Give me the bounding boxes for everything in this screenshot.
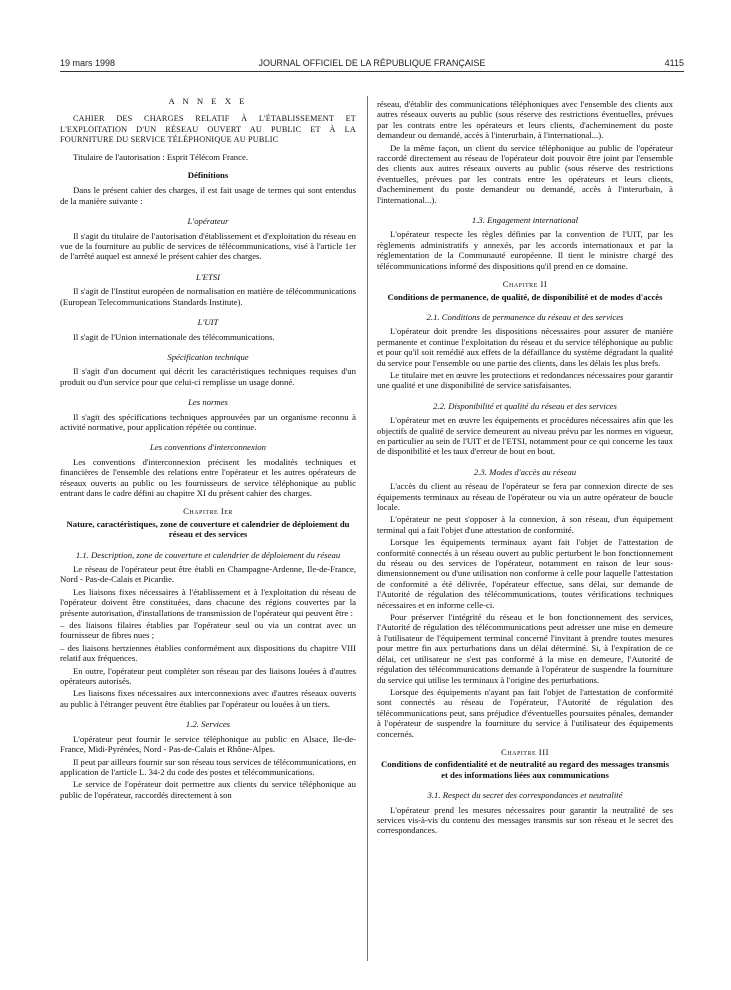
specification-text: Il s'agit d'un document qui décrit les caractéristiques techniques requises d'un produit ou d'un service pour que celui-ci remplisse un usage donné.	[60, 366, 356, 387]
definitions-heading: Définitions	[187, 170, 229, 181]
cahier-title: CAHIER DES CHARGES RELATIF À L'ÉTABLISSEMENT ET L'EXPLOITATION D'UN RÉSEAU OUVERT AU PUBLIC ET À LA FOURNITURE DU SERVICE TÉLÉPHONIQUE AU PUBLIC	[60, 114, 356, 145]
chapter-2-label: Chapitre II	[502, 279, 548, 290]
column-divider	[367, 96, 368, 961]
uit-text: Il s'agit de l'Union internationale des télécommunications.	[73, 331, 275, 342]
section-2-3-p5: Lorsque des équipements n'ayant pas fait l'objet de l'attestation de conformité sont connectés au réseau de l'opérateur, l'Autorité de régulation des télécommunications peut, sans préjudice d'éventuelles poursuites pénales, demander à l'opérateur de suspendre la fourniture du service à l'utilisateur des équipements concernés.	[377, 686, 673, 739]
section-1-2-p1: L'opérateur peut fournir le service téléphonique au public en Alsace, Ile-de-France, Midi-Pyrénées, Nord - Pas-de-Calais et Rhône-Alpes.	[60, 733, 356, 755]
header-page-number: 4115	[664, 58, 684, 68]
page-header	[60, 58, 684, 72]
etsi-heading: L'ETSI	[195, 271, 221, 282]
section-2-3-p2: L'opérateur ne peut s'opposer à la connexion, à son réseau, d'un équipement terminal qui a fait l'objet d'une attestation de conformité.	[377, 514, 673, 535]
header-journal: JOURNAL OFFICIEL DE LA RÉPUBLIQUE FRANÇAISE	[258, 58, 486, 68]
section-1-1-p3: – des liaisons filaires établies par l'opérateur seul ou via un contrat avec un fournisseur de fibres nues ;	[60, 620, 356, 641]
chapter-3-label: Chapitre III	[501, 746, 549, 757]
section-2-1-heading: 2.1. Conditions de permanence du réseau et des services	[426, 311, 624, 322]
header-rule	[60, 71, 684, 72]
section-2-3-p4: Pour préserver l'intégrité du réseau et le bon fonctionnement des services, l'Autorité de régulation des télécommunications peut adresser une mise en demeure à l'utilisateur de l'équipement terminal concerné l'invitant à prendre toutes mesures pour mettre fin aux perturbations dans un délai déterminé. Si, à l'expiration de ce délai, cet utilisateur ne s'est pas conformé à la mise en demeure, l'Autorité de régulation des télécommunications demande à l'opérateur de suspendre la fourniture du service qui utilise les terminaux à l'origine des perturbations.	[377, 612, 673, 685]
conventions-text: Les conventions d'interconnexion précisent les modalités techniques et financières de l'ensemble des relations entre l'opérateur et les autres opérateurs de réseaux ouverts au public ou les fournisseurs de service téléphonique au public entrant dans le cadre défini au chapitre XI du présent cahier des charges.	[60, 456, 356, 498]
normes-text: Il s'agit des spécifications techniques approuvées par un organisme reconnu à activité normative, pour application répétée ou continue.	[60, 411, 356, 432]
operateur-text: Il s'agit du titulaire de l'autorisation d'établissement et d'exploitation du réseau en vue de la fourniture au public de services de télécommunications, visé à l'article 1er de l'arrêté auquel est annexé le présent cahier des charges.	[60, 230, 356, 262]
chapter-1-label: Chapitre Ier	[183, 506, 233, 517]
header-date: 19 mars 1998	[60, 58, 116, 68]
section-3-1-text: L'opérateur prend les mesures nécessaires pour garantir la neutralité de ses services vis-à-vis du contenu des messages transmis sur son réseau et le secret des correspondances.	[377, 804, 673, 836]
section-1-2-p3: Le service de l'opérateur doit permettre aux clients du service téléphonique au public de l'opérateur, raccordés directement à son	[60, 779, 356, 800]
titulaire: Titulaire de l'autorisation : Esprit Télécom France.	[73, 151, 249, 162]
chapter-2-title: Conditions de permanence, de qualité, de disponibilité et de modes d'accès	[387, 291, 663, 302]
section-1-3-heading: 1.3. Engagement international	[471, 215, 579, 226]
uit-heading: L'UIT	[197, 317, 219, 328]
etsi-text: Il s'agit de l'Institut européen de normalisation en matière de télécommunications (European Telecommunications Standards Institute).	[60, 286, 356, 307]
conventions-heading: Les conventions d'interconnexion	[150, 442, 266, 453]
section-2-2-heading: 2.2. Disponibilité et qualité du réseau et des services	[433, 400, 617, 411]
section-2-1-p2: Le titulaire met en œuvre les protections et redondances nécessaires pour garantir une qualité et une disponibilité de service satisfaisantes.	[377, 369, 673, 391]
section-1-3-text: L'opérateur respecte les règles définies par la convention de l'UIT, par les règlements administratifs y annexés, par les accords internationaux et par la réglementation de la Communauté européenne. Il tient le ministre chargé des télécommunications informé des dispositions qu'il prend en ce domaine.	[377, 229, 673, 271]
section-1-1-p5: En outre, l'opérateur peut compléter son réseau par des liaisons louées à d'autres opérateurs autorisés.	[60, 665, 356, 687]
section-1-1-p1: Le réseau de l'opérateur peut être établi en Champagne-Ardenne, Ile-de-France, Nord - Pas-de-Calais et Picardie.	[60, 564, 356, 585]
right-column	[377, 99, 673, 838]
chapter-3-title: Conditions de confidentialité et de neutralité au regard des messages transmis et des informations liées aux communications	[381, 759, 669, 780]
right-p1: réseau, d'établir des communications téléphoniques avec l'ensemble des clients aux autres réseaux ouverts au public (sous réserve des restrictions éventuelles, prévues par les contrats entre les opérateurs et leurs clients, d'acheminement du poste demandeur ou demandé, accès à l'interurbain, à l'international...).	[377, 99, 673, 141]
right-p2: De la même façon, un client du service téléphonique au public de l'opérateur raccordé directement au réseau de l'opérateur doit pouvoir être joint par l'ensemble des clients aux autres réseaux ouverts au public (sous réserve des restrictions éventuelles, prévues par les contrats entre les opérateurs et leurs clients, d'acheminement du poste demandeur ou demandé, accès à l'interurbain, à l'international...).	[377, 142, 673, 205]
section-3-1-heading: 3.1. Respect du secret des correspondances et neutralité	[427, 790, 623, 801]
specification-heading: Spécification technique	[167, 351, 249, 362]
section-1-1-p4: – des liaisons hertziennes établies conformément aux dispositions du chapitre VIII relatif aux fréquences.	[60, 642, 356, 664]
definitions-intro: Dans le présent cahier des charges, il est fait usage de termes qui sont entendus de la manière suivante :	[60, 185, 356, 206]
annexe-title: A N N E X E	[168, 96, 248, 106]
section-2-2-text: L'opérateur met en œuvre les équipements et procédures nécessaires afin que les objectifs de qualité de service demeurent au niveau prévu par les normes en vigueur, en particulier au sein de l'UIT et de l'ETSI, notamment pour ce qui concerne les taux de disponibilité et les taux d'erreur de bout en bout.	[377, 415, 673, 457]
section-2-3-p1: L'accès du client au réseau de l'opérateur se fera par connexion directe de ses équipements terminaux au réseau de l'opérateur ou via un autre opérateur de boucle locale.	[377, 481, 673, 512]
section-1-2-heading: 1.2. Services	[185, 719, 231, 730]
normes-heading: Les normes	[188, 397, 228, 408]
left-column	[60, 96, 356, 802]
section-2-3-heading: 2.3. Modes d'accès au réseau	[473, 466, 577, 477]
section-1-1-p2: Les liaisons fixes nécessaires à l'établissement et à l'exploitation du réseau de l'opérateur doivent être constituées, dans chacune des régions couvertes par la présente autorisation, d'installations de transmission de l'opérateur qui peuvent être :	[60, 586, 356, 618]
operateur-heading: L'opérateur	[187, 216, 229, 227]
section-1-1-p6: Les liaisons fixes nécessaires aux interconnexions avec d'autres réseaux ouverts au public à l'étranger peuvent être établies par l'opérateur ou louées à un tiers.	[60, 688, 356, 709]
section-2-1-p1: L'opérateur doit prendre les dispositions nécessaires pour assurer de manière permanente et continue l'exploitation du réseau et du service téléphonique au public et pour qu'il soit remédié aux effets de la défaillance du système dégradant la qualité du service pour l'ensemble ou une partie des clients, dans les délais les plus brefs.	[377, 326, 673, 368]
section-2-3-p3: Lorsque les équipements terminaux ayant fait l'objet de l'attestation de conformité connectés à un réseau ouvert au public perturbent le bon fonctionnement du réseau ou des services de l'opérateur, notamment en raison de leur sous-dimensionnement ou d'une utilisation non conforme à celle pour laquelle l'attestation de conformité a été délivrée, l'opérateur effectue, sans délai, sur demande de l'Autorité de régulation des télécommunications, toutes vérifications techniques nécessaires et en informe celle-ci.	[377, 537, 673, 610]
section-1-2-p2: Il peut par ailleurs fournir sur son réseau tous services de télécommunications, en application de l'article L. 34-2 du code des postes et télécommunications.	[60, 756, 356, 777]
section-1-1-heading: 1.1. Description, zone de couverture et calendrier de déploiement du réseau	[75, 549, 341, 560]
chapter-1-title: Nature, caractéristiques, zone de couverture et calendrier de déploiement du réseau et des services	[66, 518, 350, 540]
